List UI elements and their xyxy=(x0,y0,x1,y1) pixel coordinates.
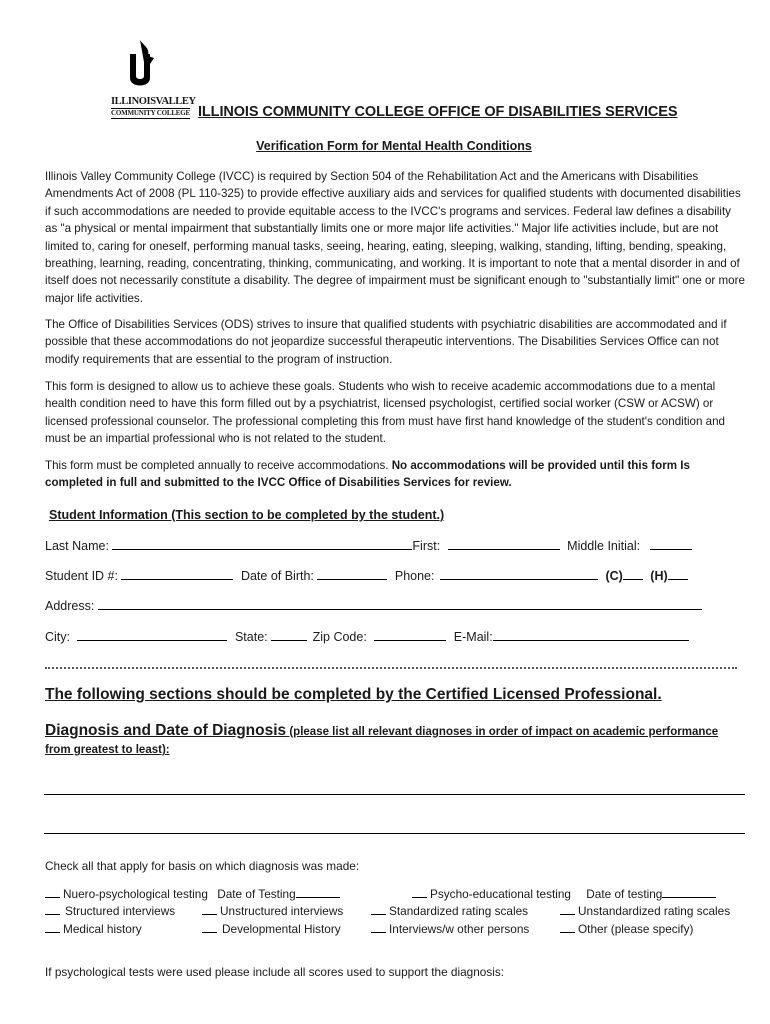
annual-note: This form must be completed annually to receive accommodations. xyxy=(45,459,392,472)
address-field[interactable] xyxy=(98,598,702,610)
unstandardized-checkbox[interactable] xyxy=(560,904,575,915)
intro-paragraph-3: This form is designed to allow us to achieve these goals. Students who wish to receive academic accommodations due to a mental health condition need to have this form filled out by a psychiatrist, licensed psychologist, certified social worker (CSW or ACSW) or licensed professional counselor. The professional completing this from must have first hand knowledge of the student's condition and must be an impartial professional who is not related to the student. xyxy=(45,380,725,446)
other-checkbox[interactable] xyxy=(560,922,575,933)
unstructured-label: Unstructured interviews xyxy=(220,904,344,918)
first-name-field[interactable] xyxy=(448,538,560,550)
intro-paragraph-4 xyxy=(45,457,745,492)
check-row-3a xyxy=(45,922,142,936)
check-row-2b xyxy=(202,904,343,918)
state-field[interactable] xyxy=(271,629,307,641)
logo-text-line1: ILLINOISVALLEY xyxy=(111,96,196,107)
check-row-3d xyxy=(560,922,693,936)
student-section-title: Student Information (This section to be completed by the student.) xyxy=(49,508,445,522)
logo-text-line2: COMMUNITY COLLEGE xyxy=(111,109,190,117)
home-field[interactable] xyxy=(668,568,688,580)
developmental-label: Developmental History xyxy=(222,922,341,936)
check-row-2a xyxy=(45,904,175,918)
phone-field[interactable] xyxy=(440,568,598,580)
standardized-checkbox[interactable] xyxy=(371,904,386,915)
middle-initial-field[interactable] xyxy=(650,538,692,550)
check-row-2d xyxy=(560,904,730,918)
diagnosis-line-1[interactable] xyxy=(44,794,745,795)
diagnosis-title: Diagnosis and Date of Diagnosis xyxy=(45,722,287,739)
id-row xyxy=(45,568,688,583)
address-row xyxy=(45,598,702,613)
first-name-label: First: xyxy=(412,539,441,553)
neuro-testing-checkbox[interactable] xyxy=(45,887,60,898)
tests-note: If psychological tests were used please include all scores used to support the diagnosis: xyxy=(45,965,505,979)
check-instructions: Check all that apply for basis on which diagnosis was made: xyxy=(45,859,360,873)
state-label: State: xyxy=(234,630,268,644)
psycho-educational-label: Psycho-educational testing xyxy=(430,887,571,901)
student-id-field[interactable] xyxy=(121,568,233,580)
city-field[interactable] xyxy=(77,629,227,641)
check-row-2c xyxy=(371,904,528,918)
home-label: (H) xyxy=(650,569,668,583)
email-label: E-Mail: xyxy=(453,630,493,644)
city-row xyxy=(45,629,689,644)
email-field[interactable] xyxy=(493,629,689,641)
medical-history-label: Medical history xyxy=(63,922,142,936)
developmental-checkbox[interactable] xyxy=(202,922,217,933)
middle-initial-label: Middle Initial: xyxy=(567,539,641,553)
diagnosis-title-row xyxy=(45,722,718,740)
check-row-3b xyxy=(202,922,341,936)
name-row xyxy=(45,538,692,553)
date-testing-field-2[interactable] xyxy=(662,886,716,898)
dob-label: Date of Birth: xyxy=(240,569,314,583)
date-testing-label-2: Date of testing xyxy=(586,887,663,901)
intro-paragraph-1: Illinois Valley Community College (IVCC) is required by Section 504 of the Rehabilitation Act and the Americans with Disabilities Amendments Act of 2008 (PL 110-325) to provide effective auxiliary aids and services for qualified students with documented disabilities if such accommodations are needed to provide equitable access to the IVCC's programs and services. Federal law defines a disability as "a physical or mental impairment that substantially limits one or more major life activities." Major life activities include, but are not limited to, caring for oneself, performing manual tasks, seeing, hearing, eating, sleeping, walking, standing, lifting, bending, speaking, breathing, learning, reading, concentrating, thinking, communicating, and working. It is important to note that a mental disorder in and of itself does not necessarily constitute a disability. The degree of impairment must be significant enough to "substantially limit" one or more major life activities. xyxy=(45,170,745,305)
date-testing-field-1[interactable] xyxy=(296,886,340,898)
check-row-1b xyxy=(412,886,716,901)
interviews-label: Interviews/w other persons xyxy=(389,922,530,936)
unstandardized-label: Unstandardized rating scales xyxy=(578,904,731,918)
professional-heading: The following sections should be completed by the Certified Licensed Professional. xyxy=(45,686,662,703)
last-name-label: Last Name: xyxy=(45,539,109,553)
neuro-testing-label: Nuero-psychological testing xyxy=(63,887,208,901)
zip-field[interactable] xyxy=(374,629,446,641)
address-label: Address: xyxy=(45,599,95,613)
zip-label: Zip Code: xyxy=(312,630,367,644)
check-row-3c xyxy=(371,922,529,936)
diagnosis-line-2[interactable] xyxy=(44,833,745,834)
other-label: Other (please specify) xyxy=(578,922,694,936)
date-testing-label-1: Date of Testing xyxy=(217,887,296,901)
last-name-field[interactable] xyxy=(112,538,412,550)
intro-paragraph-2: The Office of Disabilities Services (ODS) strives to insure that qualified students with psychiatric disabilities are accommodated and if possible that these accommodations do not jeopardize successful therapeutic interventions. The Disabilities Services Office can not modify requirements that are essential to the program of instruction. xyxy=(45,318,727,366)
no-accommodations-warning: No accommodations will be provided until this form Is completed in full and submitted to the IVCC Office of Disabilities Services for review. xyxy=(45,459,690,490)
phone-label: Phone: xyxy=(394,569,435,583)
diagnosis-note: (please list all relevant diagnoses in order of impact on academic performance xyxy=(286,726,719,738)
structured-label: Structured interviews xyxy=(65,904,176,918)
student-id-label: Student ID #: xyxy=(45,569,118,583)
dob-field[interactable] xyxy=(317,568,387,580)
standardized-label: Standardized rating scales xyxy=(389,904,529,918)
form-title: Verification Form for Mental Health Conditions xyxy=(256,139,532,153)
page-title: ILLINOIS COMMUNITY COLLEGE OFFICE OF DISABILITIES SERVICES xyxy=(198,104,678,120)
interviews-checkbox[interactable] xyxy=(371,922,386,933)
unstructured-checkbox[interactable] xyxy=(202,904,217,915)
cell-field[interactable] xyxy=(623,568,643,580)
structured-checkbox[interactable] xyxy=(45,904,60,915)
section-divider xyxy=(45,667,737,669)
cell-label: (C) xyxy=(605,569,623,583)
diagnosis-note-continued: from greatest to least): xyxy=(45,744,170,756)
check-row-1 xyxy=(45,886,340,901)
medical-history-checkbox[interactable] xyxy=(45,922,60,933)
city-label: City: xyxy=(45,630,70,644)
psycho-educational-checkbox[interactable] xyxy=(412,887,427,898)
